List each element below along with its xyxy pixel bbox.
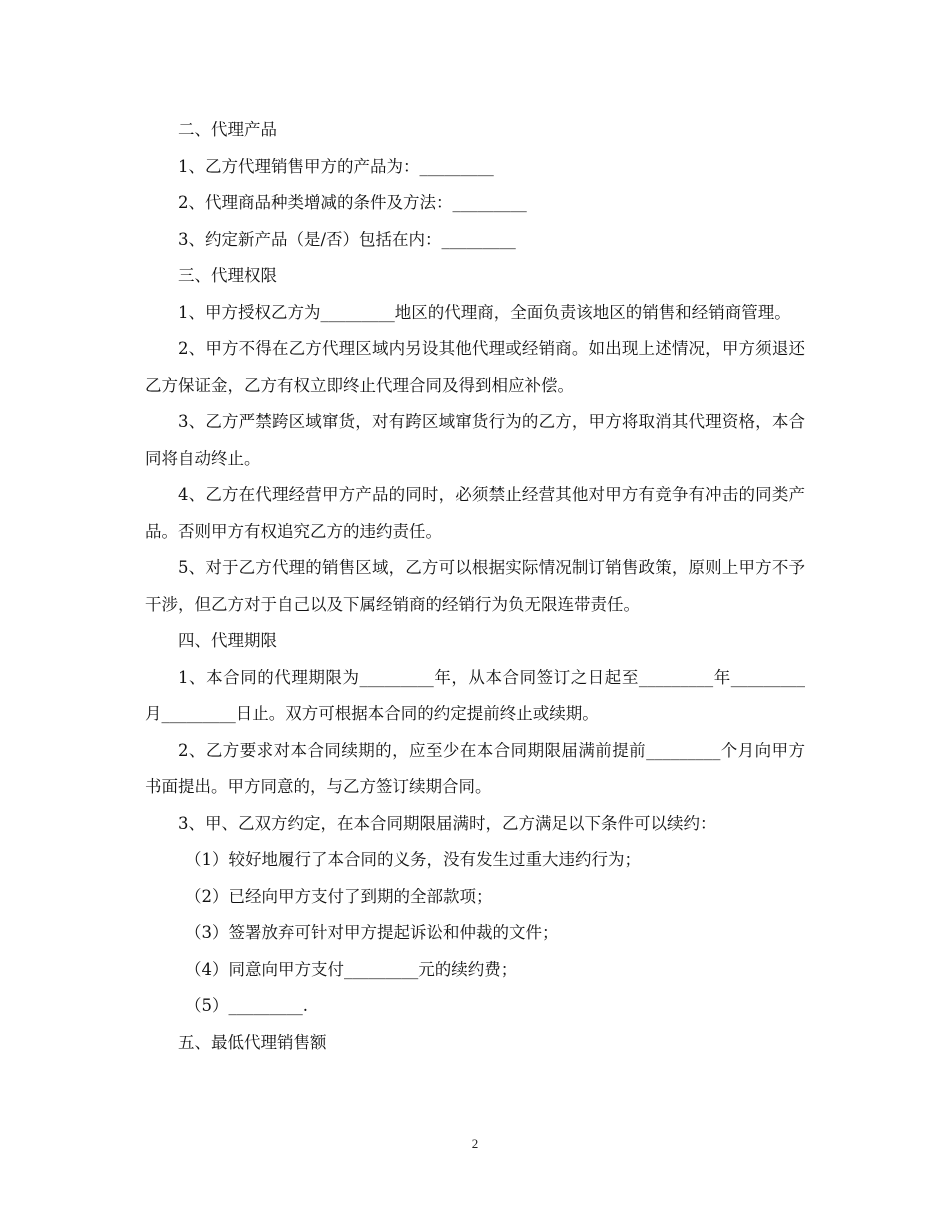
clause-paragraph: 3、约定新产品（是/否）包括在内：_________ [178,229,516,249]
sub-clause-paragraph: （4）同意向甲方支付_________元的续约费； [185,959,518,979]
clause-paragraph: 3、乙方严禁跨区域窜货，对有跨区域窜货行为的乙方，甲方将取消其代理资格，本合同将自动终止。 [145,412,805,468]
section-heading-authority: 三、代理权限 [178,266,277,285]
clause-paragraph: 2、甲方不得在乙方代理区域内另设其他代理或经销商。如出现上述情况，甲方须退还乙方保证金，乙方有权立即终止代理合同及得到相应补偿。 [145,339,805,395]
clause-paragraph: 5、对于乙方代理的销售区域，乙方可以根据实际情况制订销售政策，原则上甲方不予干涉，但乙方对于自己以及下属经销商的经销行为负无限连带责任。 [145,558,805,614]
sub-clause-paragraph: （2）已经向甲方支付了到期的全部款项； [185,886,493,906]
clause-paragraph: 1、乙方代理销售甲方的产品为：_________ [178,156,494,176]
document-body [145,112,805,1061]
clause-paragraph: 2、乙方要求对本合同续期的，应至少在本合同期限届满前提前_________个月向甲方书面提出。甲方同意的，与乙方签订续期合同。 [145,740,805,796]
section-heading-minimum-sales: 五、最低代理销售额 [178,1032,327,1052]
page-number: 2 [471,1136,479,1151]
sub-clause-paragraph: （5）_________. [185,996,308,1015]
clause-paragraph: 3、甲、乙双方约定，在本合同期限届满时，乙方满足以下条件可以续约： [178,813,717,833]
clause-paragraph: 1、本合同的代理期限为_________年，从本合同签订之日起至_________年_________月_________日止。双方可根据本合同的约定提前终止或续期。 [145,667,805,723]
section-heading-products: 二、代理产品 [178,120,277,139]
clause-paragraph: 4、乙方在代理经营甲方产品的同时，必须禁止经营其他对甲方有竞争有冲击的同类产品。否则甲方有权追究乙方的违约责任。 [145,485,805,541]
clause-paragraph: 1、甲方授权乙方为_________地区的代理商，全面负责该地区的销售和经销商管理。 [178,302,791,322]
section-heading-term: 四、代理期限 [178,631,277,650]
sub-clause-paragraph: （1）较好地履行了本合同的义务，没有发生过重大违约行为； [185,850,641,869]
clause-paragraph: 2、代理商品种类增减的条件及方法：_________ [178,193,527,212]
sub-clause-paragraph: （3）签署放弃可针对甲方提起诉讼和仲裁的文件； [185,923,559,942]
